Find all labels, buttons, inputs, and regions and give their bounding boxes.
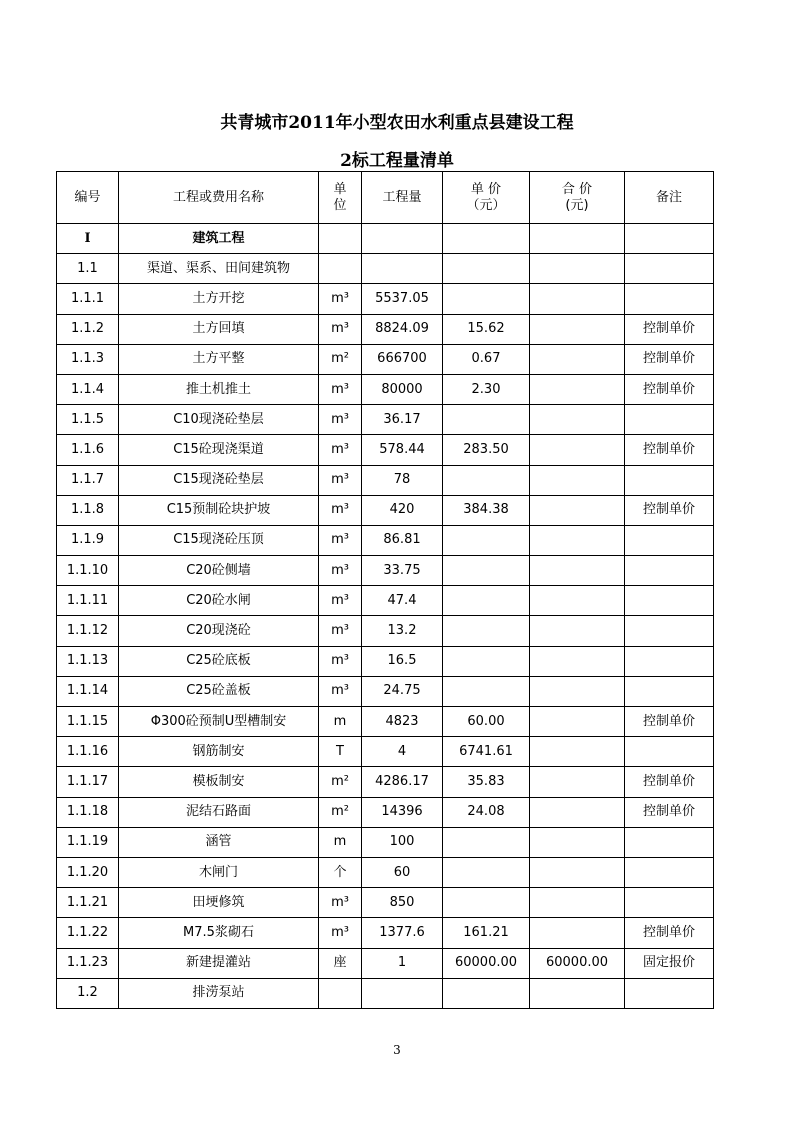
cell-unit-price — [443, 978, 530, 1008]
cell-quantity: 13.2 — [362, 616, 443, 646]
cell-remark — [625, 616, 714, 646]
cell-total — [530, 918, 625, 948]
cell-unit: m³ — [319, 435, 362, 465]
table-row — [57, 556, 714, 586]
table-row — [57, 314, 714, 344]
cell-name: 排涝泵站 — [119, 978, 319, 1008]
cell-code: I — [57, 224, 119, 254]
cell-unit: m² — [319, 767, 362, 797]
cell-name: C20砼侧墙 — [119, 556, 319, 586]
cell-quantity: 4823 — [362, 707, 443, 737]
table-row — [57, 707, 714, 737]
table-row — [57, 978, 714, 1008]
cell-code: 1.1.5 — [57, 405, 119, 435]
cell-code: 1.1.9 — [57, 525, 119, 555]
cell-code: 1.1.15 — [57, 707, 119, 737]
cell-unit: m³ — [319, 888, 362, 918]
cell-code: 1.1.22 — [57, 918, 119, 948]
cell-unit-price — [443, 888, 530, 918]
cell-name: C15现浇砼压顶 — [119, 525, 319, 555]
cell-name: C15预制砼块护坡 — [119, 495, 319, 525]
cell-total: 60000.00 — [530, 948, 625, 978]
cell-unit: m³ — [319, 314, 362, 344]
cell-unit-price — [443, 465, 530, 495]
cell-quantity: 8824.09 — [362, 314, 443, 344]
table-row — [57, 646, 714, 676]
bill-of-quantities-table — [56, 171, 714, 1009]
cell-code: 1.1.21 — [57, 888, 119, 918]
cell-code: 1.1.13 — [57, 646, 119, 676]
header-unit-line2: 位 — [333, 197, 347, 213]
cell-quantity: 850 — [362, 888, 443, 918]
cell-unit-price — [443, 827, 530, 857]
cell-unit: m³ — [319, 586, 362, 616]
table-header-row — [57, 172, 714, 224]
cell-name: 推土机推土 — [119, 374, 319, 404]
cell-unit-price: 2.30 — [443, 374, 530, 404]
cell-remark — [625, 405, 714, 435]
header-total — [530, 172, 625, 224]
cell-quantity: 47.4 — [362, 586, 443, 616]
table-row — [57, 586, 714, 616]
cell-total — [530, 797, 625, 827]
cell-name: M7.5浆砌石 — [119, 918, 319, 948]
cell-unit-price: 60000.00 — [443, 948, 530, 978]
cell-quantity: 80000 — [362, 374, 443, 404]
cell-code: 1.1.14 — [57, 676, 119, 706]
cell-code: 1.1.8 — [57, 495, 119, 525]
cell-remark — [625, 284, 714, 314]
cell-unit: m³ — [319, 646, 362, 676]
table-row — [57, 435, 714, 465]
table-row — [57, 767, 714, 797]
cell-remark — [625, 978, 714, 1008]
cell-code: 1.1.2 — [57, 314, 119, 344]
cell-total — [530, 676, 625, 706]
cell-remark: 固定报价 — [625, 948, 714, 978]
cell-remark: 控制单价 — [625, 314, 714, 344]
cell-code: 1.1.3 — [57, 344, 119, 374]
cell-unit-price — [443, 224, 530, 254]
cell-total — [530, 254, 625, 284]
cell-total — [530, 435, 625, 465]
cell-remark — [625, 556, 714, 586]
table-row — [57, 284, 714, 314]
cell-code: 1.1.11 — [57, 586, 119, 616]
cell-unit-price — [443, 525, 530, 555]
table-row — [57, 495, 714, 525]
cell-remark — [625, 254, 714, 284]
cell-total — [530, 556, 625, 586]
cell-unit-price: 0.67 — [443, 344, 530, 374]
table-row — [57, 254, 714, 284]
cell-unit-price: 6741.61 — [443, 737, 530, 767]
cell-remark — [625, 224, 714, 254]
cell-unit: m³ — [319, 918, 362, 948]
cell-quantity: 100 — [362, 827, 443, 857]
cell-unit: m³ — [319, 556, 362, 586]
header-unit-price-line2: （元） — [466, 197, 506, 213]
cell-quantity: 24.75 — [362, 676, 443, 706]
page-number: 3 — [393, 1043, 401, 1057]
header-total-line2: (元) — [565, 197, 589, 213]
cell-name: 泥结石路面 — [119, 797, 319, 827]
cell-code: 1.1.19 — [57, 827, 119, 857]
cell-code: 1.1.18 — [57, 797, 119, 827]
cell-total — [530, 767, 625, 797]
cell-quantity: 78 — [362, 465, 443, 495]
cell-unit: m³ — [319, 616, 362, 646]
cell-unit: T — [319, 737, 362, 767]
cell-remark — [625, 827, 714, 857]
table-row — [57, 405, 714, 435]
cell-unit: m² — [319, 797, 362, 827]
cell-quantity — [362, 224, 443, 254]
cell-quantity: 4 — [362, 737, 443, 767]
cell-quantity — [362, 254, 443, 284]
cell-total — [530, 857, 625, 887]
cell-unit-price — [443, 646, 530, 676]
cell-code: 1.2 — [57, 978, 119, 1008]
cell-name: 田埂修筑 — [119, 888, 319, 918]
table-row — [57, 676, 714, 706]
cell-quantity: 86.81 — [362, 525, 443, 555]
cell-unit-price — [443, 857, 530, 887]
cell-total — [530, 224, 625, 254]
cell-code: 1.1.20 — [57, 857, 119, 887]
table-row — [57, 224, 714, 254]
header-unit-line1: 单 — [333, 181, 347, 197]
cell-code: 1.1.17 — [57, 767, 119, 797]
cell-remark: 控制单价 — [625, 374, 714, 404]
cell-unit-price — [443, 586, 530, 616]
cell-code: 1.1.12 — [57, 616, 119, 646]
table-row — [57, 374, 714, 404]
cell-name: C20现浇砼 — [119, 616, 319, 646]
cell-remark: 控制单价 — [625, 707, 714, 737]
cell-remark: 控制单价 — [625, 918, 714, 948]
cell-code: 1.1 — [57, 254, 119, 284]
cell-code: 1.1.7 — [57, 465, 119, 495]
cell-quantity: 420 — [362, 495, 443, 525]
cell-remark — [625, 646, 714, 676]
cell-unit: m³ — [319, 405, 362, 435]
table-row — [57, 616, 714, 646]
table-row — [57, 948, 714, 978]
cell-quantity: 36.17 — [362, 405, 443, 435]
cell-remark — [625, 888, 714, 918]
cell-total — [530, 707, 625, 737]
cell-name: C20砼水闸 — [119, 586, 319, 616]
cell-unit — [319, 224, 362, 254]
cell-total — [530, 586, 625, 616]
cell-remark — [625, 857, 714, 887]
table-body — [57, 224, 714, 1009]
table-row — [57, 525, 714, 555]
document-title: 共青城市2011年小型农田水利重点县建设工程 — [220, 113, 574, 133]
cell-name: 土方开挖 — [119, 284, 319, 314]
cell-total — [530, 978, 625, 1008]
header-unit-price-line1: 单 价 — [470, 181, 502, 197]
cell-unit: m³ — [319, 374, 362, 404]
cell-name: 钢筋制安 — [119, 737, 319, 767]
table-row — [57, 827, 714, 857]
cell-name: Φ300砼预制U型槽制安 — [119, 707, 319, 737]
cell-unit: m³ — [319, 676, 362, 706]
cell-quantity: 16.5 — [362, 646, 443, 676]
cell-unit — [319, 978, 362, 1008]
table-row — [57, 857, 714, 887]
table-row — [57, 737, 714, 767]
table-row — [57, 344, 714, 374]
cell-unit-price: 60.00 — [443, 707, 530, 737]
cell-quantity: 666700 — [362, 344, 443, 374]
cell-quantity: 1 — [362, 948, 443, 978]
cell-total — [530, 344, 625, 374]
cell-unit: 个 — [319, 857, 362, 887]
cell-total — [530, 737, 625, 767]
cell-name: 模板制安 — [119, 767, 319, 797]
cell-unit-price — [443, 556, 530, 586]
cell-name: 涵管 — [119, 827, 319, 857]
cell-remark: 控制单价 — [625, 495, 714, 525]
cell-name: C15现浇砼垫层 — [119, 465, 319, 495]
cell-unit-price: 384.38 — [443, 495, 530, 525]
cell-total — [530, 314, 625, 344]
cell-name: 木闸门 — [119, 857, 319, 887]
cell-unit: m — [319, 827, 362, 857]
cell-unit-price — [443, 405, 530, 435]
cell-total — [530, 888, 625, 918]
cell-quantity: 14396 — [362, 797, 443, 827]
table-row — [57, 797, 714, 827]
cell-total — [530, 616, 625, 646]
cell-total — [530, 827, 625, 857]
cell-remark — [625, 465, 714, 495]
table-row — [57, 918, 714, 948]
cell-remark: 控制单价 — [625, 767, 714, 797]
cell-name: 建筑工程 — [119, 224, 319, 254]
cell-remark — [625, 737, 714, 767]
cell-total — [530, 405, 625, 435]
cell-unit-price — [443, 254, 530, 284]
cell-quantity: 4286.17 — [362, 767, 443, 797]
cell-unit: m² — [319, 344, 362, 374]
cell-remark — [625, 525, 714, 555]
cell-quantity: 33.75 — [362, 556, 443, 586]
cell-code: 1.1.23 — [57, 948, 119, 978]
header-quantity: 工程量 — [362, 172, 443, 224]
cell-total — [530, 284, 625, 314]
cell-name: C10现浇砼垫层 — [119, 405, 319, 435]
header-code: 编号 — [57, 172, 119, 224]
cell-quantity: 578.44 — [362, 435, 443, 465]
cell-unit: m³ — [319, 465, 362, 495]
cell-name: 渠道、渠系、田间建筑物 — [119, 254, 319, 284]
cell-name: 土方回填 — [119, 314, 319, 344]
cell-remark: 控制单价 — [625, 797, 714, 827]
header-unit-price — [443, 172, 530, 224]
cell-code: 1.1.16 — [57, 737, 119, 767]
cell-code: 1.1.6 — [57, 435, 119, 465]
cell-quantity: 1377.6 — [362, 918, 443, 948]
cell-total — [530, 465, 625, 495]
cell-quantity: 5537.05 — [362, 284, 443, 314]
cell-name: 土方平整 — [119, 344, 319, 374]
cell-unit-price: 15.62 — [443, 314, 530, 344]
cell-remark — [625, 586, 714, 616]
cell-code: 1.1.1 — [57, 284, 119, 314]
cell-unit-price — [443, 676, 530, 706]
cell-unit-price: 161.21 — [443, 918, 530, 948]
cell-total — [530, 525, 625, 555]
table-row — [57, 888, 714, 918]
cell-unit: m³ — [319, 525, 362, 555]
cell-remark: 控制单价 — [625, 344, 714, 374]
document-subtitle: 2标工程量清单 — [340, 151, 454, 171]
cell-unit: m³ — [319, 495, 362, 525]
cell-unit: m — [319, 707, 362, 737]
cell-quantity: 60 — [362, 857, 443, 887]
cell-name: 新建提灌站 — [119, 948, 319, 978]
cell-unit: 座 — [319, 948, 362, 978]
cell-name: C15砼现浇渠道 — [119, 435, 319, 465]
cell-unit-price — [443, 616, 530, 646]
cell-quantity — [362, 978, 443, 1008]
cell-remark — [625, 676, 714, 706]
cell-total — [530, 646, 625, 676]
cell-total — [530, 374, 625, 404]
cell-code: 1.1.4 — [57, 374, 119, 404]
header-unit — [319, 172, 362, 224]
cell-unit-price: 24.08 — [443, 797, 530, 827]
header-name: 工程或费用名称 — [119, 172, 319, 224]
cell-name: C25砼底板 — [119, 646, 319, 676]
cell-name: C25砼盖板 — [119, 676, 319, 706]
table-row — [57, 465, 714, 495]
cell-unit — [319, 254, 362, 284]
cell-unit-price — [443, 284, 530, 314]
cell-unit-price: 283.50 — [443, 435, 530, 465]
cell-total — [530, 495, 625, 525]
cell-remark: 控制单价 — [625, 435, 714, 465]
header-total-line1: 合 价 — [561, 181, 593, 197]
cell-unit-price: 35.83 — [443, 767, 530, 797]
header-remark: 备注 — [625, 172, 714, 224]
cell-unit: m³ — [319, 284, 362, 314]
cell-code: 1.1.10 — [57, 556, 119, 586]
